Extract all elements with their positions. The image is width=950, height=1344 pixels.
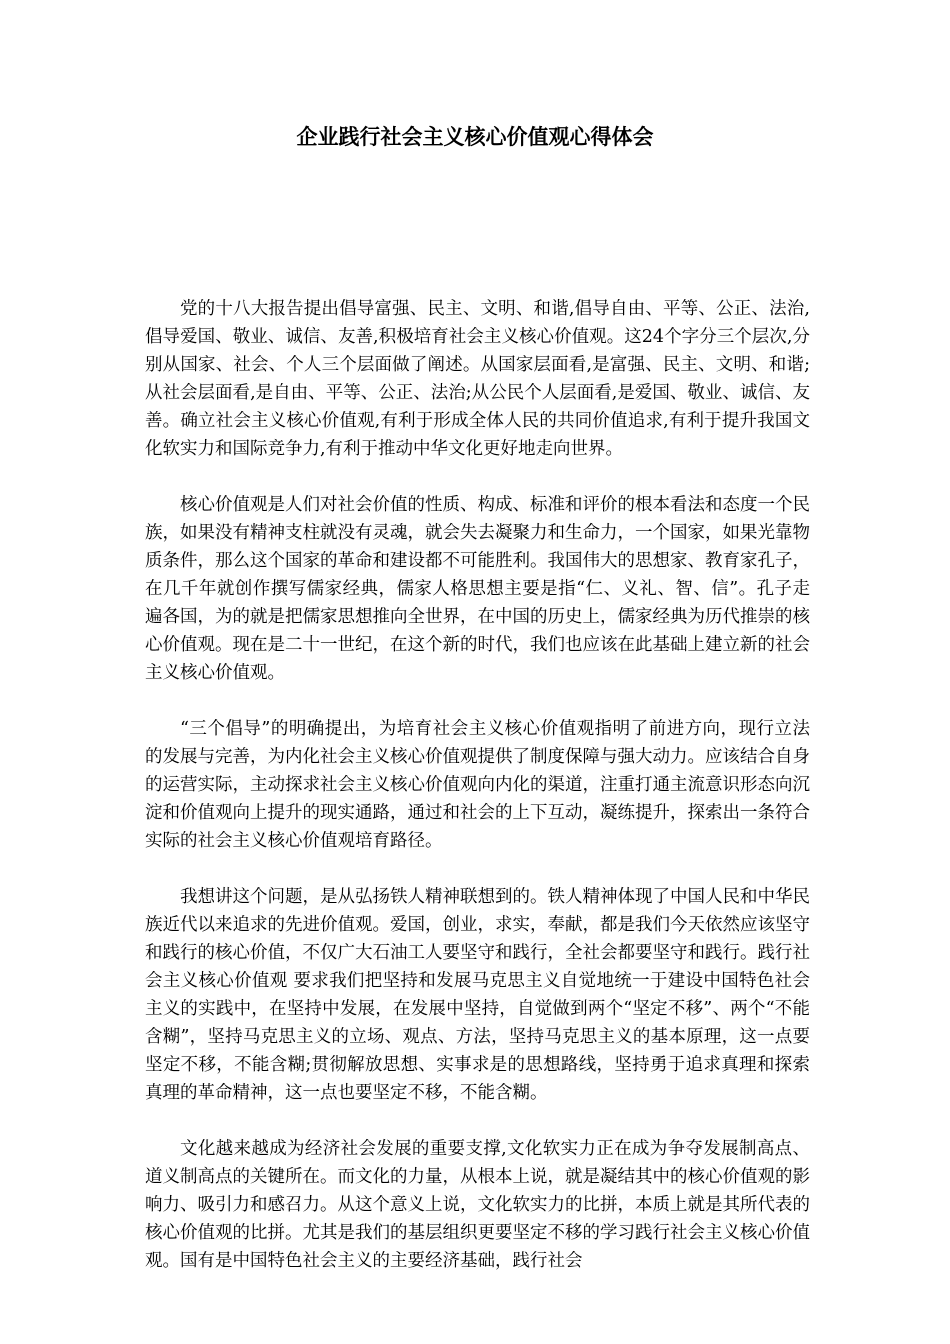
paragraph-5: 文化越来越成为经济社会发展的重要支撑,文化软实力正在成为争夺发展制高点、道义制高点的关键所在。而文化的力量，从根本上说，就是凝结其中的核心价值观的影响力、吸引力和感召力。从这个意义上说，文化软实力的比拼，本质上就是其所代表的核心价值观的比拼。尤其是我们的基层组织更要坚定不移的学习践行社会主义核心价值观。国有是中国特色社会主义的主要经济基础，践行社会 [145,1139,810,1271]
paragraph-3: “三个倡导”的明确提出，为培育社会主义核心价值观指明了前进方向，现行立法的发展与完善，为内化社会主义核心价值观提供了制度保障与强大动力。应该结合自身的运营实际，主动探求社会主义核心价值观向内化的渠道，注重打通主流意识形态向沉淀和价值观向上提升的现实通路，通过和社会的上下互动，凝练提升，探索出一条符合实际的社会主义核心价值观培育路径。 [145,719,810,851]
document-title: 企业践行社会主义核心价值观心得体会 [296,124,654,149]
paragraph-1: 党的十八大报告提出倡导富强、民主、文明、和谐,倡导自由、平等、公正、法治,倡导爱国、敬业、诚信、友善,积极培育社会主义核心价值观。这24个字分三个层次,分别从国家、社会、个人三个层面做了阐述。从国家层面看,是富强、民主、文明、和谐;从社会层面看,是自由、平等、公正、法治;从公民个人层面看,是爱国、敬业、诚信、友善。确立社会主义核心价值观,有利于形成全体人民的共同价值追求,有利于提升我国文化软实力和国际竞争力,有利于推动中华文化更好地走向世界。 [145,299,810,459]
paragraph-4: 我想讲这个问题，是从弘扬铁人精神联想到的。铁人精神体现了中国人民和中华民族近代以来追求的先进价值观。爱国，创业，求实，奉献，都是我们今天依然应该坚守和践行的核心价值，不仅广大石油工人要坚守和践行，全社会都要坚守和践行。践行社会主义核心价值观 要求我们把坚持和发展马克思主义自觉地统一于建设中国特色社会主义的实践中，在坚持中发展，在发展中坚持，自觉做到两个“坚定不移”、两个“不能含糊”，坚持马克思主义的立场、观点、方法，坚持马克思主义的基本原理，这一点要坚定不移，不能含糊;贯彻解放思想、实事求是的思想路线，坚持勇于追求真理和探索真理的革命精神，这一点也要坚定不移，不能含糊。 [145,887,810,1103]
document-body [145,295,810,1303]
paragraph-2: 核心价值观是人们对社会价值的性质、构成、标准和评价的根本看法和态度一个民族，如果没有精神支柱就没有灵魂，就会失去凝聚力和生命力，一个国家，如果光靠物质条件，那么这个国家的革命和建设都不可能胜利。我国伟大的思想家、教育家孔子，在几千年就创作撰写儒家经典，儒家人格思想主要是指“仁、义礼、智、信”。孔子走遍各国，为的就是把儒家思想推向全世界，在中国的历史上，儒家经典为历代推崇的核心价值观。现在是二十一世纪，在这个新的时代，我们也应该在此基础上建立新的社会主义核心价值观。 [145,495,810,683]
